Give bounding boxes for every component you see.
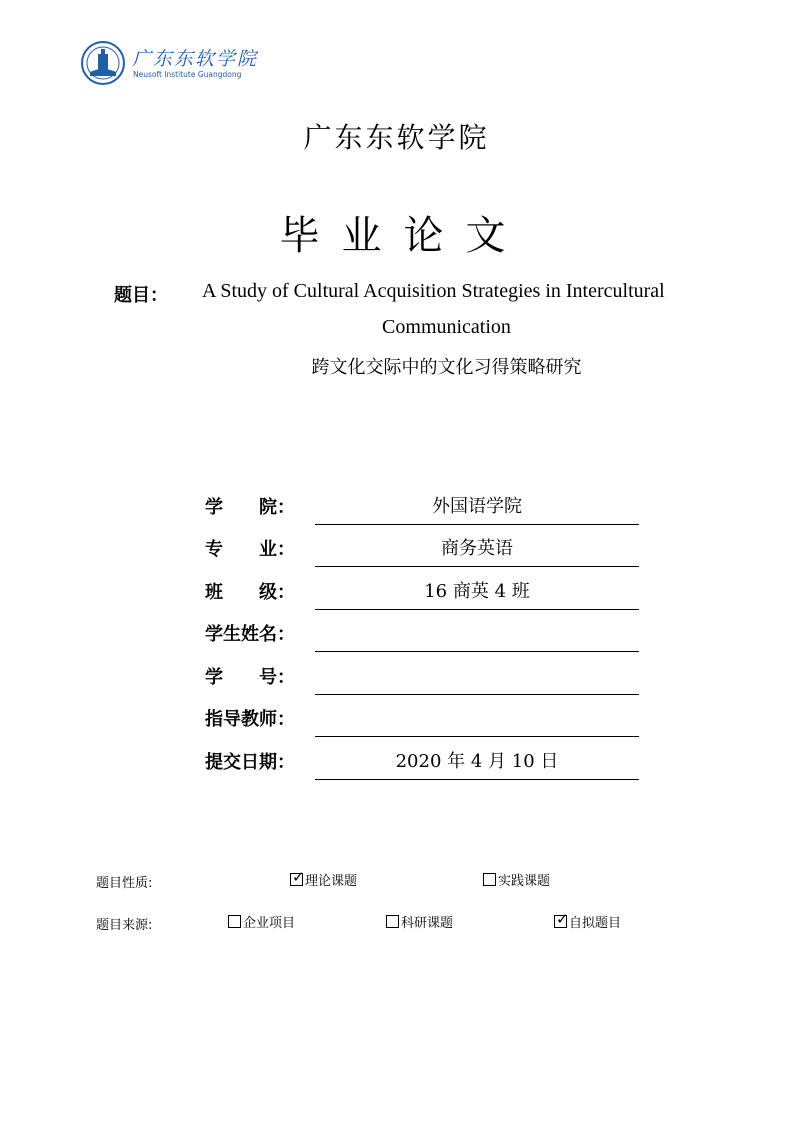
check-mark-icon: ✓ (556, 910, 569, 928)
thesis-title-english-line1: A Study of Cultural Acquisition Strategies in Intercultural (202, 280, 665, 302)
option-label: 理论课题 (305, 874, 358, 889)
logo-english-name: Neusoft Institute Guangdong (133, 70, 242, 79)
info-value: 16 商英 4 班 (315, 575, 639, 610)
info-value (315, 617, 639, 652)
info-value: 外国语学院 (315, 490, 639, 525)
student-info-table (205, 482, 639, 780)
school-name: 广东东软学院 (303, 121, 490, 154)
info-label: 指导教师： (205, 709, 295, 730)
info-label: 专 业： (205, 539, 295, 560)
option-label: 实践课题 (498, 874, 551, 889)
logo-chinese-name: 广东东软学院 (132, 48, 259, 70)
topic-source-row (96, 910, 696, 952)
info-label: 学 号： (205, 666, 295, 688)
info-value: 2020 年 4 月 10 日 (315, 745, 639, 780)
option-self-proposed[interactable] (554, 912, 621, 931)
info-label: 学生姓名： (205, 624, 295, 645)
info-row-submit-date (205, 737, 639, 780)
check-mark-icon: ✓ (292, 868, 305, 886)
option-label: 科研课题 (401, 916, 454, 931)
topic-properties (96, 868, 696, 952)
topic-source-label: 题目来源: (96, 918, 153, 933)
info-row-college (205, 482, 639, 525)
info-value (315, 660, 639, 695)
checkbox-unchecked[interactable] (228, 915, 241, 928)
school-emblem-icon (80, 40, 126, 86)
info-label: 班 级： (205, 581, 295, 603)
info-row-major (205, 525, 639, 568)
info-row-student-id (205, 652, 639, 695)
option-theory[interactable] (290, 870, 357, 889)
info-value (315, 702, 639, 737)
thesis-title-english-line2: Communication (382, 316, 511, 338)
topic-nature-label: 题目性质: (96, 876, 153, 891)
document-type-title: 毕业论文 (279, 213, 528, 259)
topic-nature-row (96, 868, 696, 910)
checkbox-unchecked[interactable] (386, 915, 399, 928)
checkbox-checked[interactable] (290, 868, 305, 886)
checkbox-checked[interactable] (554, 910, 569, 928)
option-enterprise-project[interactable] (228, 912, 295, 931)
checkbox-unchecked[interactable] (483, 873, 496, 886)
institute-logo (80, 40, 259, 86)
info-row-student-name (205, 610, 639, 653)
thesis-title-chinese: 跨文化交际中的文化习得策略研究 (311, 357, 582, 378)
option-research-topic[interactable] (386, 912, 453, 931)
option-practice[interactable] (483, 870, 550, 889)
info-value: 商务英语 (315, 532, 639, 567)
info-label: 学 院： (205, 496, 295, 518)
option-label: 企业项目 (243, 916, 296, 931)
thesis-title-label: 题目： (114, 285, 168, 306)
info-row-class (205, 567, 639, 610)
option-label: 自拟题目 (569, 916, 622, 931)
info-row-advisor (205, 695, 639, 738)
info-label: 提交日期： (205, 751, 295, 773)
